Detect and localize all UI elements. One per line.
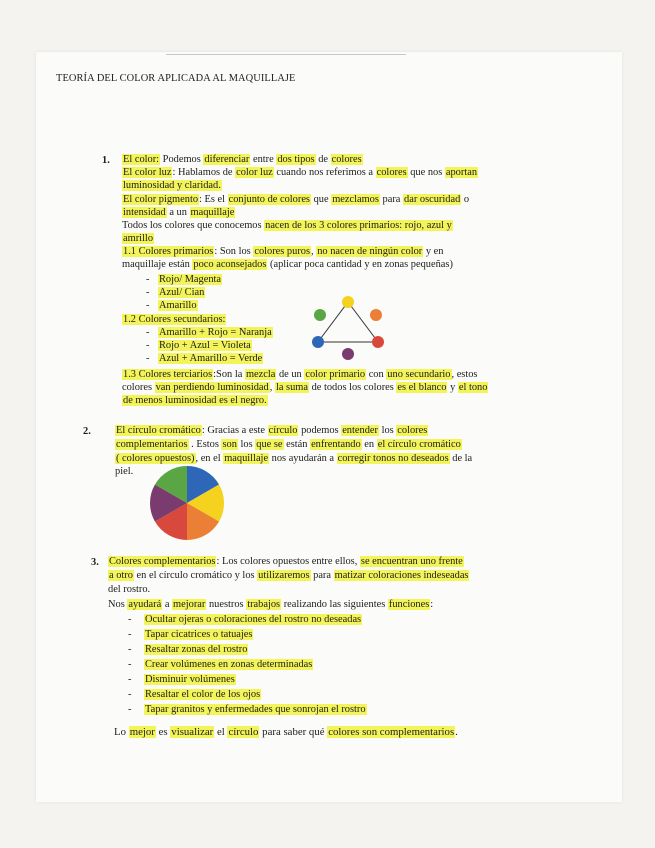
primary-dash-2: -: [146, 287, 150, 298]
color-wheel: [148, 464, 226, 542]
function-dash-2: -: [128, 629, 132, 640]
function-dash-7: -: [128, 704, 132, 715]
s1-line3: luminosidad y claridad.: [123, 180, 221, 191]
s3-line4: Nos ayudará a mejorar nuestros trabajos realizando las siguientes funciones:: [108, 599, 434, 610]
tertiary-line3: de menos luminosidad es el negro.: [123, 395, 267, 406]
tertiary-line2: colores van perdiendo luminosidad, la suma de todos los colores es el blanco y el tono: [122, 382, 488, 393]
section-3-number: 3.: [91, 557, 99, 568]
secondary-dash-1: -: [146, 327, 150, 338]
page-title: TEORÍA DEL COLOR APLICADA AL MAQUILLAJE: [56, 73, 296, 84]
green-hexagon-node: [314, 309, 326, 321]
function-dash-1: -: [128, 614, 132, 625]
orange-hexagon-node: [370, 309, 382, 321]
s1-line2: El color luz: Hablamos de color luz cuando nos referimos a colores que nos aportan: [123, 167, 478, 178]
red-hexagon-node: [372, 336, 384, 348]
secondary-dash-2: -: [146, 340, 150, 351]
function-dash-5: -: [128, 674, 132, 685]
blue-hexagon-node: [312, 336, 324, 348]
primary-colors-line2: maquillaje están poco aconsejados (aplicar poca cantidad y en zonas pequeñas): [122, 259, 453, 270]
function-item: Tapar granitos y enfermedades que sonrojan el rostro: [145, 704, 366, 715]
function-item: Resaltar el color de los ojos: [145, 689, 261, 700]
s2-line3: ( colores opuestos), en el maquillaje nos ayudarán a corregir tonos no deseados de la: [116, 453, 473, 464]
closing-line: Lo mejor es visualizar el círculo para saber qué colores son complementarios.: [114, 726, 458, 738]
function-item: Resaltar zonas del rostro: [145, 644, 248, 655]
function-dash-6: -: [128, 689, 132, 700]
color-hexagon-diagram: [306, 296, 390, 360]
secondary-colors-heading: 1.2 Colores secundarios:: [123, 314, 226, 325]
s2-line4: piel.: [115, 466, 134, 477]
primary-item: Azul/ Cian: [159, 287, 205, 298]
s1-line7: amrillo: [123, 233, 154, 244]
section-2-number: 2.: [83, 426, 91, 437]
s2-line1: El círculo cromático: Gracias a este círculo podemos entender los colores: [116, 425, 428, 436]
primary-colors-line1: 1.1 Colores primarios: Son los colores puros, no nacen de ningún color y en: [123, 246, 444, 257]
s3-line1: Colores complementarios: Los colores opuestos entre ellos, se encuentran uno frente: [109, 556, 463, 567]
function-item: Disminuir volúmenes: [145, 674, 235, 685]
yellow-hexagon-node: [342, 296, 354, 308]
s1-line4: El color pigmento: Es el conjunto de colores que mezclamos para dar oscuridad o: [123, 194, 470, 205]
s2-line2: complementarios . Estos son los que se están enfrentando en el círculo cromático: [116, 439, 461, 450]
secondary-item: Azul + Amarillo = Verde: [159, 353, 263, 364]
secondary-item: Rojo + Azul = Violeta: [159, 340, 251, 351]
section-1-number: 1.: [102, 155, 110, 166]
s1-line1: El color: Podemos diferenciar entre dos tipos de colores: [123, 154, 362, 165]
primary-dash-3: -: [146, 300, 150, 311]
primary-item: Rojo/ Magenta: [159, 274, 222, 285]
secondary-item: Amarillo + Rojo = Naranja: [159, 327, 272, 338]
primary-item: Amarillo: [159, 300, 197, 311]
function-item: Tapar cicatrices o tatuajes: [145, 629, 253, 640]
s3-line3: del rostro.: [108, 584, 151, 595]
secondary-dash-3: -: [146, 353, 150, 364]
primary-dash-1: -: [146, 274, 150, 285]
purple-hexagon-node: [342, 348, 354, 360]
function-dash-4: -: [128, 659, 132, 670]
function-item: Ocultar ojeras o coloraciones del rostro no deseadas: [145, 614, 362, 625]
s1-line5: intensidad a un maquillaje: [123, 207, 235, 218]
s3-line2: a otro en el círculo cromático y los utilizaremos para matizar coloraciones indeseadas: [109, 570, 469, 581]
function-dash-3: -: [128, 644, 132, 655]
s1-line6: Todos los colores que conocemos nacen de los 3 colores primarios: rojo, azul y: [122, 220, 452, 231]
function-item: Crear volúmenes en zonas determinadas: [145, 659, 313, 670]
tertiary-line1: 1.3 Colores terciarios:Son la mezcla de un color primario con uno secundario, estos: [123, 369, 478, 380]
